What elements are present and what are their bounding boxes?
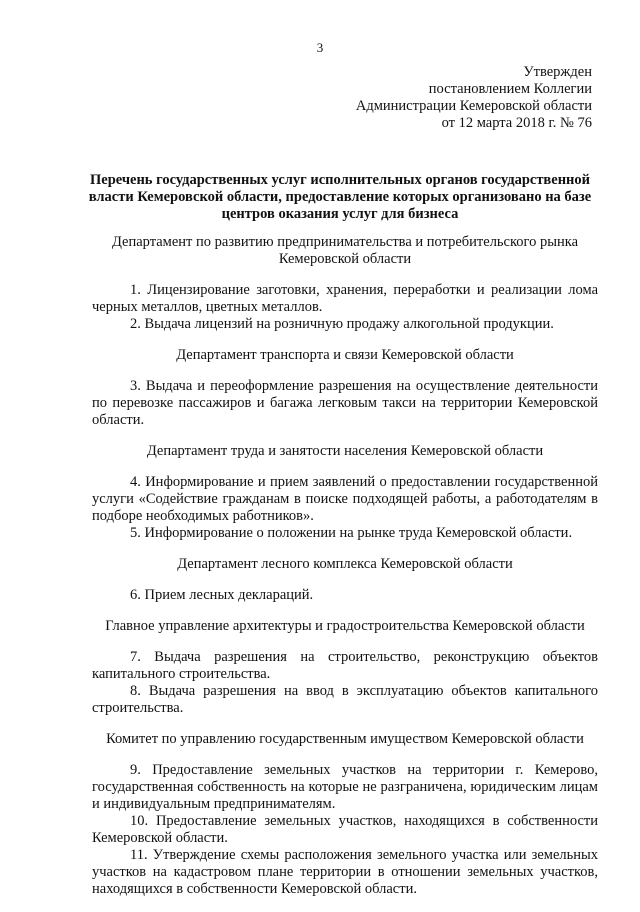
service-item: 3. Выдача и переоформление разрешения на осуществление деятельности по перевозке пассажиров и багажа легковым такси на территории Кемеровской области. <box>92 378 598 428</box>
document-title: Перечень государственных услуг исполнительных органов государственной власти Кемеровской области, предоставление которых организовано на базе центров оказания услуг для бизнеса <box>88 172 592 222</box>
service-list <box>92 378 598 429</box>
approval-line: от 12 марта 2018 г. № 76 <box>441 115 592 131</box>
service-list <box>92 474 598 542</box>
service-item: 9. Предоставление земельных участков на территории г. Кемерово, государственная собственность на которые не разграничена, юридическим лицам и индивидуальным предпринимателям. <box>92 762 598 812</box>
service-item: 7. Выдача разрешения на строительство, реконструкцию объектов капитального строительства. <box>92 649 598 682</box>
department-heading: Департамент лесного комплекса Кемеровской области <box>177 556 513 572</box>
department-heading: Департамент по развитию предпринимательства и потребительского рынка Кемеровской области <box>111 234 579 267</box>
approval-block <box>332 64 592 132</box>
service-list <box>92 587 598 604</box>
service-list <box>92 282 598 333</box>
department-heading: Департамент труда и занятости населения Кемеровской области <box>146 443 544 459</box>
approval-line: постановлением Коллегии <box>428 81 592 97</box>
approval-line: Администрации Кемеровской области <box>355 98 592 114</box>
department-heading: Департамент транспорта и связи Кемеровской области <box>176 347 514 363</box>
service-item: 6. Прием лесных деклараций. <box>130 587 314 603</box>
service-item: 5. Информирование о положении на рынке труда Кемеровской области. <box>130 525 573 541</box>
document-body <box>92 234 598 912</box>
service-list <box>92 762 598 898</box>
service-item: 4. Информирование и прием заявлений о предоставлении государственной услуги «Содействие гражданам в поиске подходящей работы, а работодателям в подборе необходимых работников». <box>92 474 598 524</box>
page-number: 3 <box>316 40 324 55</box>
service-list <box>92 649 598 717</box>
approval-line: Утвержден <box>523 64 592 80</box>
service-item: 1. Лицензирование заготовки, хранения, переработки и реализации лома черных металлов, цветных металлов. <box>92 282 598 315</box>
service-item: 11. Утверждение схемы расположения земельного участка или земельных участков на кадастровом плане территории в отношении земельных участков, находящихся в собственности Кемеровской области. <box>92 847 598 897</box>
service-item: 2. Выдача лицензий на розничную продажу алкогольной продукции. <box>130 316 554 332</box>
department-heading: Комитет по управлению государственным имуществом Кемеровской области <box>106 731 584 747</box>
department-heading: Главное управление архитектуры и градостроительства Кемеровской области <box>105 618 585 634</box>
service-item: 10. Предоставление земельных участков, находящихся в собственности Кемеровской области. <box>92 813 598 846</box>
service-item: 8. Выдача разрешения на ввод в эксплуатацию объектов капитального строительства. <box>92 683 598 716</box>
